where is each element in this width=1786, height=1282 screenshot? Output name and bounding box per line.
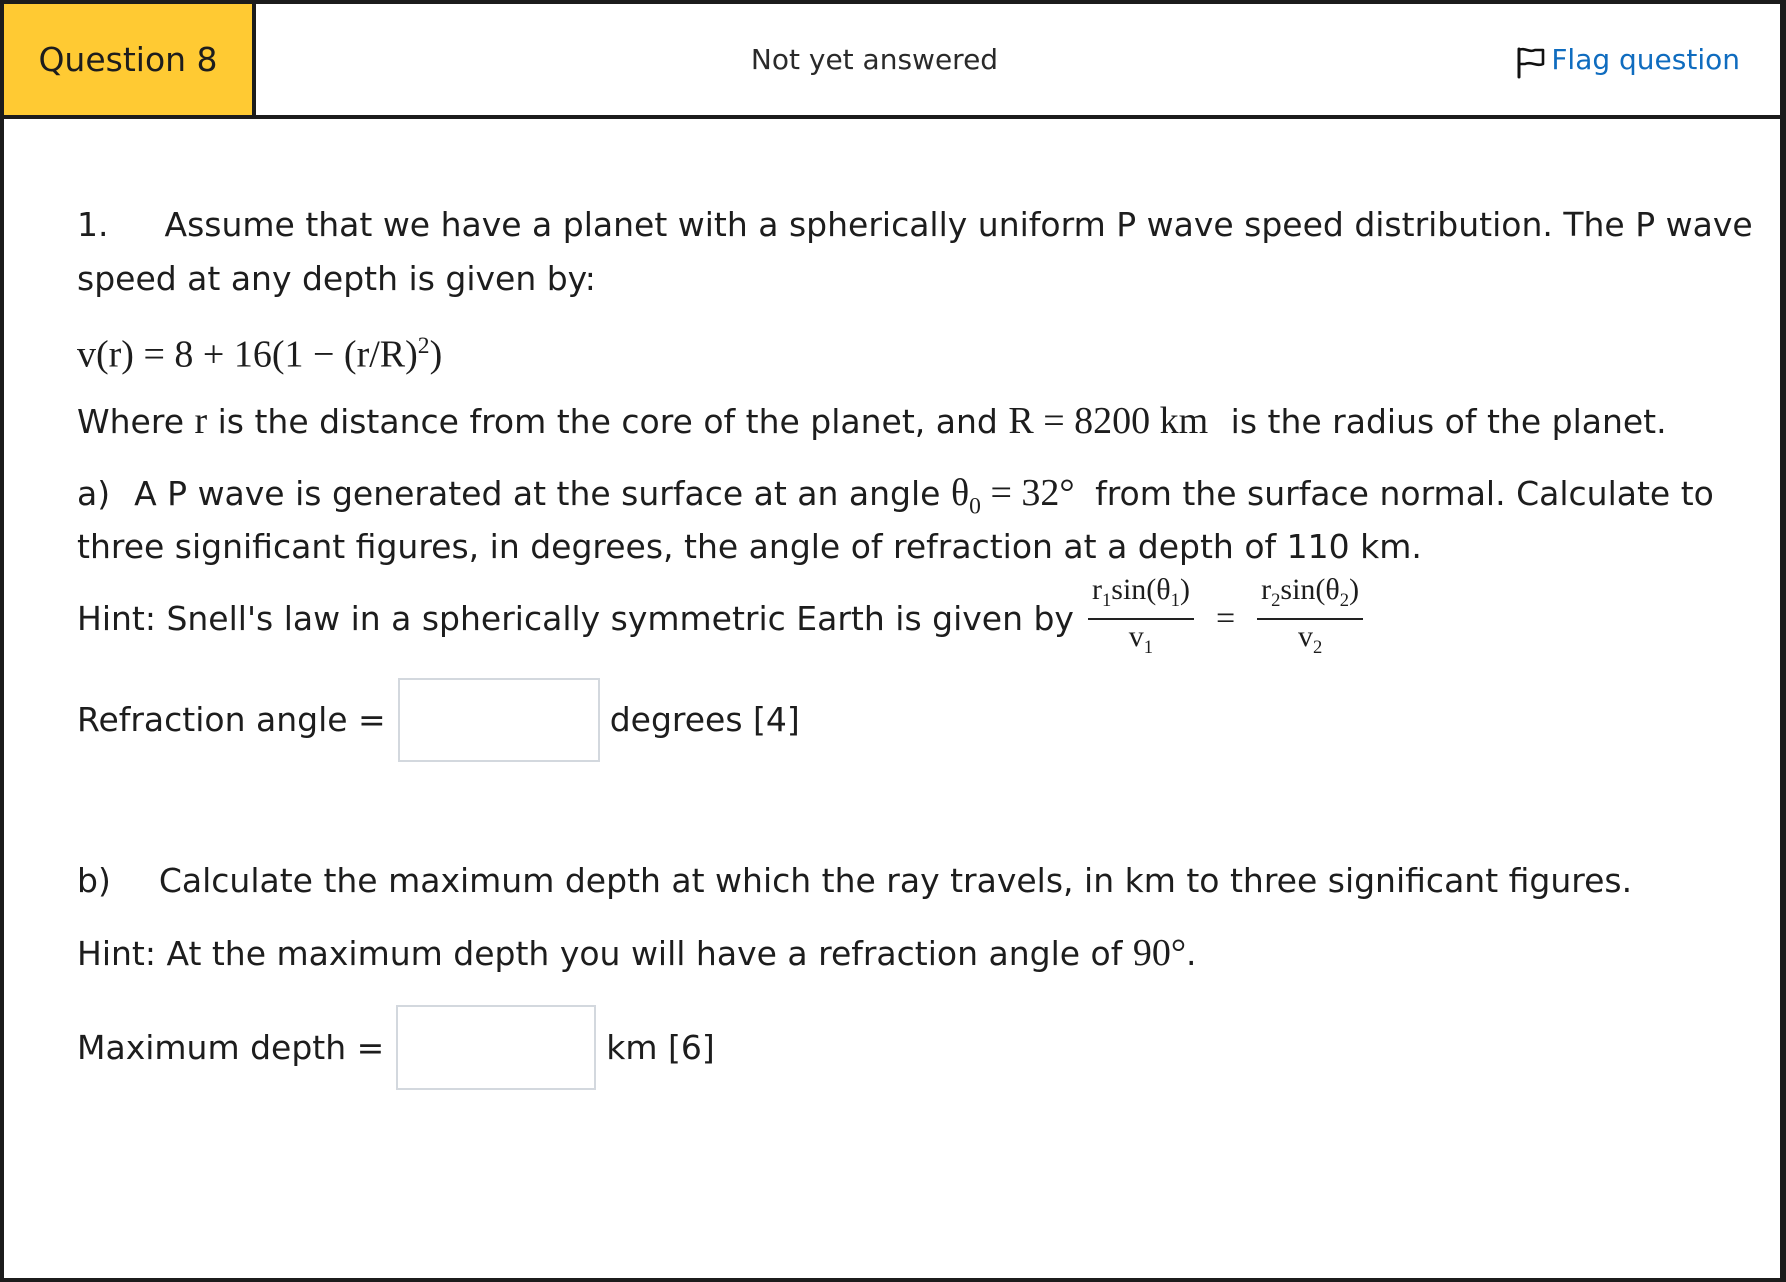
radius-value: R = 8200 km (1008, 400, 1209, 442)
snell-hint (77, 573, 1369, 658)
part-a-line-2: three significant figures, in degrees, the angle of refraction at a depth of 110 km. (77, 527, 1422, 566)
flag-question-button[interactable] (1515, 4, 1740, 115)
intro-text: Assume that we have a planet with a spherically uniform P wave speed distribution. The P wave (164, 205, 1753, 244)
theta-zero: $\theta_0 = 32^\circ$ (950, 472, 1075, 520)
max-depth-input[interactable] (396, 1005, 596, 1090)
question-number: Question 8 (38, 40, 218, 79)
refraction-angle-unit: degrees [4] (609, 699, 800, 739)
intro-line-2: speed at any depth is given by: (77, 259, 596, 298)
where-line (77, 394, 1667, 449)
where-text-1: Where (77, 402, 195, 441)
question-number-badge (4, 4, 256, 115)
status-area (4, 4, 1780, 115)
equation-tail: ) (429, 333, 443, 376)
hint-angle: 90° (1132, 932, 1187, 974)
flag-question-label: Flag question (1551, 43, 1740, 76)
part-a-text-1: A P wave is generated at the surface at an angle (134, 474, 951, 513)
max-depth-label: Maximum depth = (77, 1027, 385, 1067)
snell-left-fraction: $\frac{r_1\sin(\theta_1)}{v_1}$ (1088, 573, 1194, 665)
question-header (4, 4, 1780, 119)
velocity-equation (77, 319, 442, 382)
refraction-angle-row (77, 676, 800, 763)
equation-exponent: 2 (417, 333, 430, 359)
max-depth-unit: km [6] (606, 1027, 715, 1067)
question-card (4, 4, 1780, 1278)
max-depth-row (77, 1004, 715, 1091)
refraction-angle-label: Refraction angle = (77, 699, 386, 739)
answer-status: Not yet answered (750, 43, 999, 76)
snell-right-fraction: $\frac{r_2\sin(\theta_2)}{v_2}$ (1257, 573, 1363, 665)
hint-suffix: . (1186, 934, 1197, 973)
part-b-line (77, 854, 1632, 908)
part-a-text-2: from the surface normal. Calculate to (1084, 474, 1714, 513)
equation-body: v(r) = 8 + 16(1 − (r/R) (77, 333, 418, 376)
snell-hint-text: Hint: Snell's law in a spherically symmetric Earth is given by (77, 599, 1074, 638)
max-depth-hint (77, 926, 1197, 981)
flag-outline-icon (1515, 45, 1547, 79)
max-depth-hint-text: Hint: At the maximum depth you will have a refraction angle of (77, 934, 1133, 973)
part-b-label: b) (77, 861, 111, 900)
intro-line-1 (77, 198, 1753, 252)
part-b-text: Calculate the maximum depth at which the ray travels, in km to three significant figures. (158, 861, 1633, 900)
refraction-angle-input[interactable] (398, 678, 600, 762)
part-a-label: a) (77, 474, 111, 513)
var-r: r (194, 400, 208, 442)
where-text-3: is the radius of the planet. (1220, 402, 1667, 441)
snell-equals: = (1215, 600, 1236, 637)
where-text-2: is the distance from the core of the planet, and (207, 402, 1009, 441)
item-number: 1. (77, 205, 109, 244)
